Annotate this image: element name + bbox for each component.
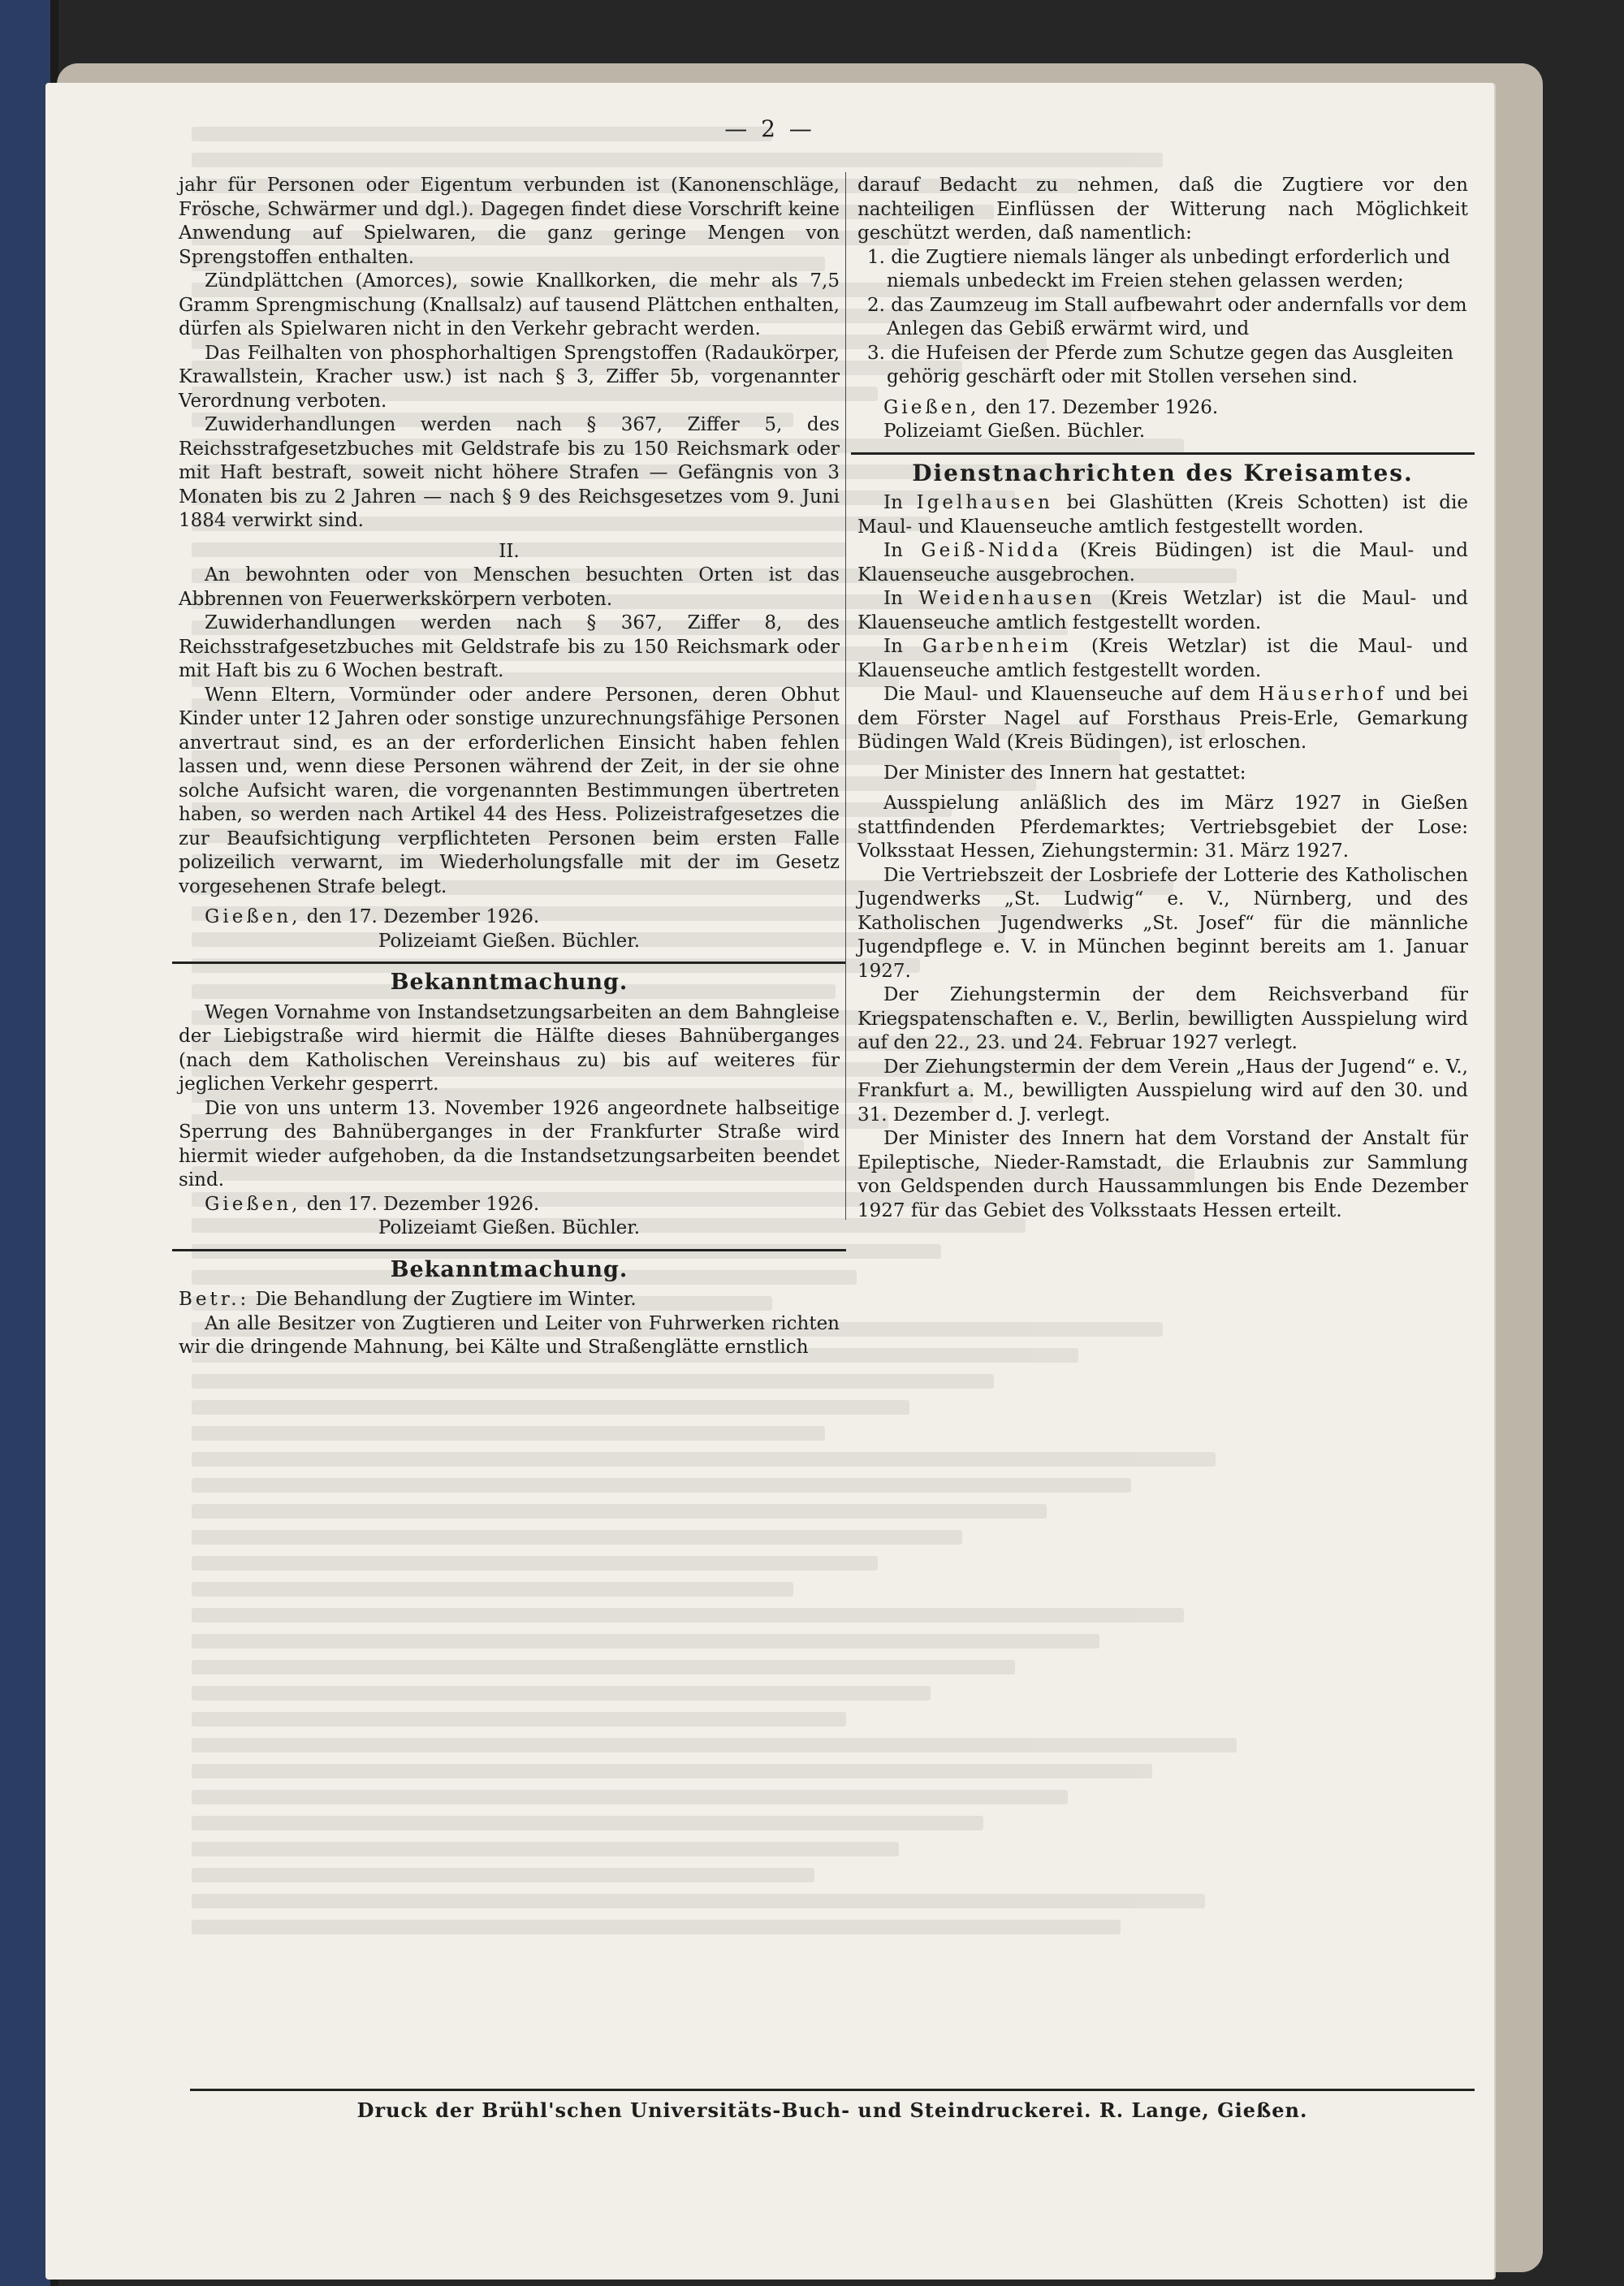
paragraph: Wegen Vornahme von Instandsetzungsarbeiten an dem Bahngleise der Liebigstraße wird hiermit die Hälfte dieses Bahnüberganges (nach dem Katholischen Vereinshaus zu) bis auf weiteres für jeglichen Verkehr gesperrt. — [179, 1001, 840, 1095]
notice — [857, 491, 1468, 539]
printer-imprint: Druck der Brühl'schen Universitäts-Buch- und Steindruckerei. R. Lange, Gießen. — [356, 2098, 1308, 2122]
show-through-line — [192, 1686, 931, 1700]
paragraph: Zuwiderhandlungen werden nach § 367, Ziffer 5, des Reichsstrafgesetzbuches mit Geldstrafe bis zu 150 Reichsmark oder mit Haft bestraft, soweit nicht höhere Strafen — Gefängnis von 3 Monaten bis zu 2 Jahren — nach § 9 des Reichsgesetzes vom 9. Juni 1884 verwirkt sind. — [179, 414, 840, 531]
notice — [857, 539, 1468, 587]
section-number: II. — [499, 540, 520, 562]
dateline-city: Gießen, — [883, 396, 980, 418]
show-through-line — [192, 1842, 899, 1856]
show-through-line — [192, 1894, 1205, 1908]
place-name: Garbenheim — [922, 636, 1072, 657]
book-binding — [0, 0, 50, 2286]
paragraph: Die von uns unterm 13. November 1926 angeordnete halbseitige Sperrung des Bahnüberganges in der Frankfurter Straße wird hiermit wieder aufgehoben, da die Instandsetzungsarbeiten beendet sind. — [179, 1097, 840, 1191]
paragraph: Der Ziehungstermin der dem Verein „Haus der Jugend“ e. V., Frankfurt a. M., bewilligten Ausspielung wird auf den 30. und 31. Dezember d. J. verlegt. — [857, 1056, 1468, 1126]
place-name: Geiß-Nidda — [921, 540, 1062, 561]
subject-text: Die Behandlung der Zugtiere im Winter. — [249, 1289, 637, 1310]
subject-label: Betr.: — [179, 1289, 250, 1310]
document-page — [45, 83, 1494, 2280]
dateline-date: den 17. Dezember 1926. — [979, 396, 1219, 418]
notice-text: In — [883, 540, 922, 561]
show-through-line — [192, 1556, 878, 1571]
paragraph: jahr für Personen oder Eigentum verbunden ist (Kanonenschläge, Frösche, Schwärmer und dgl.). Dagegen findet diese Vorschrift keine Anwendung auf Spielwaren, die ganz geringe Mengen von Sprengstoffen enthalten. — [179, 175, 840, 268]
show-through-line — [192, 1530, 962, 1545]
section-rule — [172, 1249, 846, 1251]
show-through-line — [192, 1712, 846, 1726]
signature: Polizeiamt Gießen. Büchler. — [883, 421, 1146, 442]
place-name: Weidenhausen — [918, 588, 1095, 609]
show-through-line — [192, 1582, 793, 1597]
dateline-city: Gießen, — [205, 1193, 301, 1215]
dateline — [179, 905, 840, 930]
show-through-line — [192, 1868, 814, 1882]
show-through-line — [192, 1452, 1216, 1467]
show-through-line — [192, 1738, 1237, 1752]
dateline — [857, 396, 1468, 421]
notice — [857, 683, 1468, 755]
show-through-line — [192, 1478, 1131, 1493]
show-through-line — [192, 1816, 983, 1830]
notice-text: Die Maul- und Klauenseuche auf dem — [883, 684, 1259, 705]
section-heading: Bekanntmachung. — [390, 1256, 628, 1282]
dateline-city: Gießen, — [205, 906, 301, 927]
show-through-line — [192, 1374, 994, 1389]
show-through-line — [192, 153, 1163, 167]
paragraph: Ausspielung anläßlich des im März 1927 in Gießen stattfindenden Pferdemarktes; Vertriebsgebiet der Lose: Volksstaat Hessen, Ziehungstermin: 31. März 1927. — [857, 793, 1468, 862]
page-number: — 2 — — [724, 115, 815, 142]
paragraph: An alle Besitzer von Zugtieren und Leiter von Fuhrwerken richten wir die dringende Mahnung, bei Kälte und Straßenglätte ernstlich — [179, 1312, 840, 1358]
show-through-line — [192, 1660, 1015, 1675]
notice-text: (Kreis Wetzlar) ist die Maul- und Klauenseuche amtlich festgestellt worden. — [857, 588, 1468, 633]
paragraph: Wenn Eltern, Vormünder oder andere Personen, deren Obhut Kinder unter 12 Jahren oder sonstige unzurechnungsfähige Personen anvertraut sind, es an der erforderlichen Einsicht haben fehlen lassen und, wenn diese Personen während der Zeit, in der sie ohne solche Aufsicht waren, die vorgenannten Bestimmungen übertreten haben, so werden nach Artikel 44 des Hess. Polizeistrafgesetzes die zur Beaufsichtigung verpflichteten Personen beim ersten Falle polizeilich verwarnt, im Wiederholungsfalle mit der im Gesetz vorgesehenen Strafe belegt. — [179, 684, 840, 897]
list-item: 2. das Zaumzeug im Stall aufbewahrt oder andernfalls vor dem Anlegen das Gebiß erwärmt wird, und — [867, 294, 1467, 339]
right-column — [857, 174, 1468, 1223]
paragraph: Das Feilhalten von phosphorhaltigen Sprengstoffen (Radaukörper, Krawallstein, Kracher usw.) ist nach § 3, Ziffer 5b, vorgenannter Verordnung verboten. — [179, 342, 840, 412]
show-through-line — [192, 1764, 1152, 1778]
signature: Polizeiamt Gießen. Büchler. — [378, 930, 641, 952]
paragraph: Zuwiderhandlungen werden nach § 367, Ziffer 8, des Reichsstrafgesetzbuches mit Geldstrafe bis zu 150 Reichsmark oder mit Haft bis zu 6 Wochen bestraft. — [179, 612, 840, 681]
list-item: 3. die Hufeisen der Pferde zum Schutze gegen das Ausgleiten gehörig geschärft oder mit Stollen versehen sind. — [867, 342, 1453, 387]
place-name: Häuserhof — [1258, 684, 1387, 705]
notice — [857, 587, 1468, 635]
notice-text: (Kreis Büdingen) ist die Maul- und Klauenseuche ausgebrochen. — [857, 540, 1468, 586]
dateline-date: den 17. Dezember 1926. — [300, 1193, 540, 1215]
paragraph: An bewohnten oder von Menschen besuchten Orten ist das Abbrennen von Feuerwerkskörpern verboten. — [179, 564, 840, 610]
notice-text: und bei dem Förster Nagel auf Forsthaus Preis-Erle, Gemarkung Büdingen Wald (Kreis Büdingen), ist erloschen. — [857, 684, 1468, 753]
section-heading: Bekanntmachung. — [390, 970, 628, 995]
show-through-line — [192, 1504, 1047, 1519]
footer-rule — [190, 2089, 1475, 2091]
left-column — [179, 174, 840, 1360]
paragraph: Der Minister des Innern hat dem Vorstand der Anstalt für Epileptische, Nieder-Ramstadt, die Erlaubnis zur Sammlung von Geldspenden durch Haussammlungen bis Ende Dezember 1927 für das Gebiet des Volksstaats Hessen erteilt. — [857, 1128, 1468, 1221]
column-divider — [845, 172, 846, 1220]
notice-text: (Kreis Wetzlar) ist die Maul- und Klauenseuche amtlich festgestellt worden. — [857, 636, 1468, 681]
paragraph: Die Vertriebszeit der Losbriefe der Lotterie des Katholischen Jugendwerks „St. Ludwig“ e. V., Nürnberg, und des Katholischen Jugendwerks „St. Josef“ für die männliche Jugendpflege e. V. in München beginnt bereits am 1. Januar 1927. — [857, 864, 1468, 982]
paragraph: Der Ziehungstermin der dem Reichsverband für Kriegspatenschaften e. V., Berlin, bewilligten Ausspielung wird auf den 22., 23. und 24. Februar 1927 verlegt. — [857, 984, 1468, 1053]
show-through-line — [192, 1634, 1099, 1649]
notice-text: In — [883, 492, 917, 513]
show-through-line — [192, 1426, 825, 1441]
section-heading: Dienstnachrichten des Kreisamtes. — [912, 459, 1414, 486]
dateline-date: den 17. Dezember 1926. — [300, 906, 540, 927]
paragraph: darauf Bedacht zu nehmen, daß die Zugtiere vor den nachteiligen Einflüssen der Witterung nach Möglichkeit geschützt werden, daß namentlich: — [857, 175, 1468, 244]
notice — [857, 635, 1468, 683]
paragraph: Der Minister des Innern hat gestattet: — [883, 762, 1246, 784]
notice-text: In — [883, 588, 919, 609]
show-through-line — [192, 1790, 1068, 1804]
section-rule — [172, 962, 846, 964]
show-through-line — [192, 1920, 1121, 1934]
dateline — [179, 1193, 840, 1217]
signature: Polizeiamt Gießen. Büchler. — [378, 1217, 641, 1238]
notice-text: bei Glashütten (Kreis Schotten) ist die Maul- und Klauenseuche amtlich festgestellt worden. — [857, 492, 1468, 538]
place-name: Igelhausen — [916, 492, 1053, 513]
show-through-line — [192, 1608, 1184, 1623]
paragraph: Zündplättchen (Amorces), sowie Knallkorken, die mehr als 7,5 Gramm Sprengmischung (Knallsalz) auf tausend Plättchen enthalten, dürfen als Spielwaren nicht in den Verkehr gebracht werden. — [179, 270, 840, 339]
section-rule — [851, 452, 1475, 455]
list-item: 1. die Zugtiere niemals länger als unbedingt erforderlich und niemals unbedeckt im Freien stehen gelassen werden; — [867, 246, 1450, 292]
subject-line — [179, 1288, 840, 1312]
notice-text: In — [883, 636, 923, 657]
show-through-line — [192, 1400, 909, 1415]
